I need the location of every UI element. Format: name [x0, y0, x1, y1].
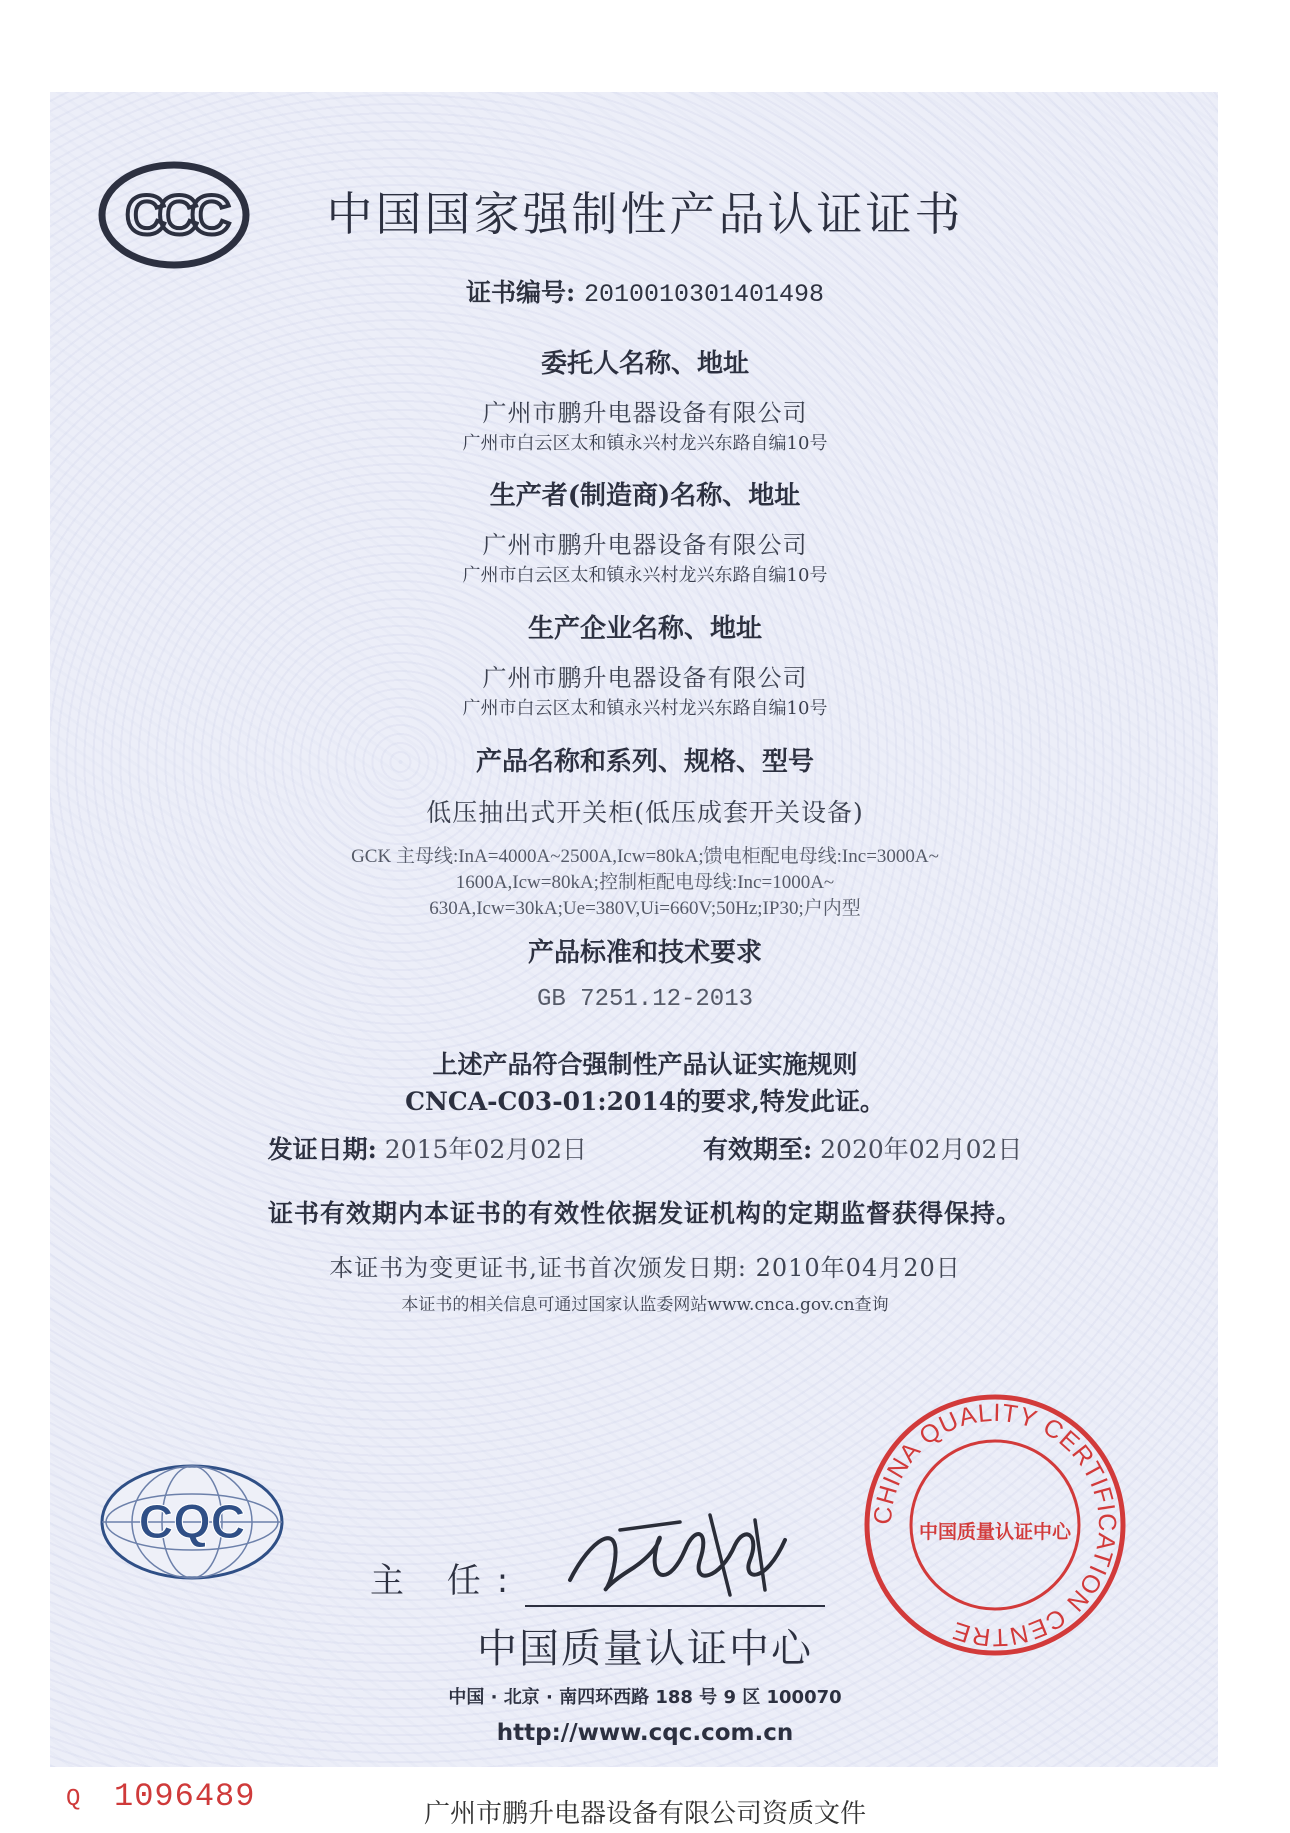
conformity-line: 上述产品符合强制性产品认证实施规则: [432, 1050, 858, 1079]
certificate-number-value: 2010010301401498: [583, 280, 824, 309]
factory-address: 广州市白云区太和镇永兴村龙兴东路自编10号: [462, 698, 828, 719]
product-name: 低压抽出式开关柜(低压成套开关设备): [426, 798, 864, 827]
serial-prefix: Q: [66, 1786, 81, 1813]
cqc-logo-text: CQC: [138, 1496, 246, 1549]
product-spec-line: 1600A,Icw=80kA;控制柜配电母线:Inc=1000A~: [455, 872, 835, 893]
serial-value: 1096489: [114, 1778, 256, 1815]
director-signature: [560, 1500, 790, 1605]
client-name: 广州市鹏升电器设备有限公司: [482, 399, 808, 427]
issue-date-label: 发证日期:: [267, 1135, 377, 1164]
manufacturer-name: 广州市鹏升电器设备有限公司: [482, 531, 808, 559]
footer-caption: 广州市鹏升电器设备有限公司资质文件: [423, 1799, 866, 1829]
certificate-number: [0, 273, 1290, 309]
product-spec-line: GCK 主母线:InA=4000A~2500A,Icw=80kA;馈电柜配电母线:Inc=3000A~: [351, 846, 939, 867]
client-heading: 委托人名称、地址: [540, 349, 749, 379]
conformity-line: CNCA-C03-01:2014的要求,特发此证。: [405, 1087, 885, 1116]
client-address: 广州市白云区太和镇永兴村龙兴东路自编10号: [462, 433, 828, 454]
dates-row: [0, 1130, 1290, 1166]
issuer-url: http://www.cqc.com.cn: [496, 1720, 794, 1746]
standard-heading: 产品标准和技术要求: [527, 938, 762, 968]
expiry-label: 有效期至:: [702, 1135, 813, 1164]
seal-inner-text: 中国质量认证中心: [918, 1521, 1072, 1543]
issuer-address: 中国 · 北京 · 南四环西路 188 号 9 区 100070: [448, 1687, 842, 1708]
factory-name: 广州市鹏升电器设备有限公司: [482, 664, 808, 692]
certification-seal: [860, 1390, 1130, 1660]
issue-date: 2015年02月02日: [384, 1135, 588, 1164]
info-note: 本证书的相关信息可通过国家认监委网站www.cnca.gov.cn查询: [401, 1295, 889, 1315]
manufacturer-address: 广州市白云区太和镇永兴村龙兴东路自编10号: [462, 565, 828, 586]
signature-line: [525, 1605, 825, 1607]
seal-ring-text: CHINA QUALITY CERTIFICATION CENTRE: [868, 1398, 1122, 1652]
ccc-logo-text: CCC: [125, 183, 223, 246]
standard-value: GB 7251.12-2013: [536, 986, 754, 1013]
validity-note: 证书有效期内本证书的有效性依据发证机构的定期监督获得保持。: [267, 1199, 1022, 1228]
manufacturer-heading: 生产者(制造商)名称、地址: [489, 481, 801, 511]
product-spec-line: 630A,Icw=30kA;Ue=380V,Ui=660V;50Hz;IP30;户内型: [429, 898, 861, 919]
product-heading: 产品名称和系列、规格、型号: [475, 747, 814, 777]
expiry-date: 2020年02月02日: [820, 1135, 1023, 1164]
certificate-number-label: 证书编号:: [466, 278, 576, 307]
issuer-name: 中国质量认证中心: [477, 1626, 813, 1672]
factory-heading: 生产企业名称、地址: [527, 614, 762, 644]
director-label: 主 任:: [370, 1561, 525, 1601]
first-issue-note: 本证书为变更证书,证书首次颁发日期: 2010年04月20日: [329, 1254, 961, 1282]
cqc-logo: [98, 1462, 286, 1582]
certificate-title: 中国国家强制性产品认证证书: [326, 187, 964, 241]
